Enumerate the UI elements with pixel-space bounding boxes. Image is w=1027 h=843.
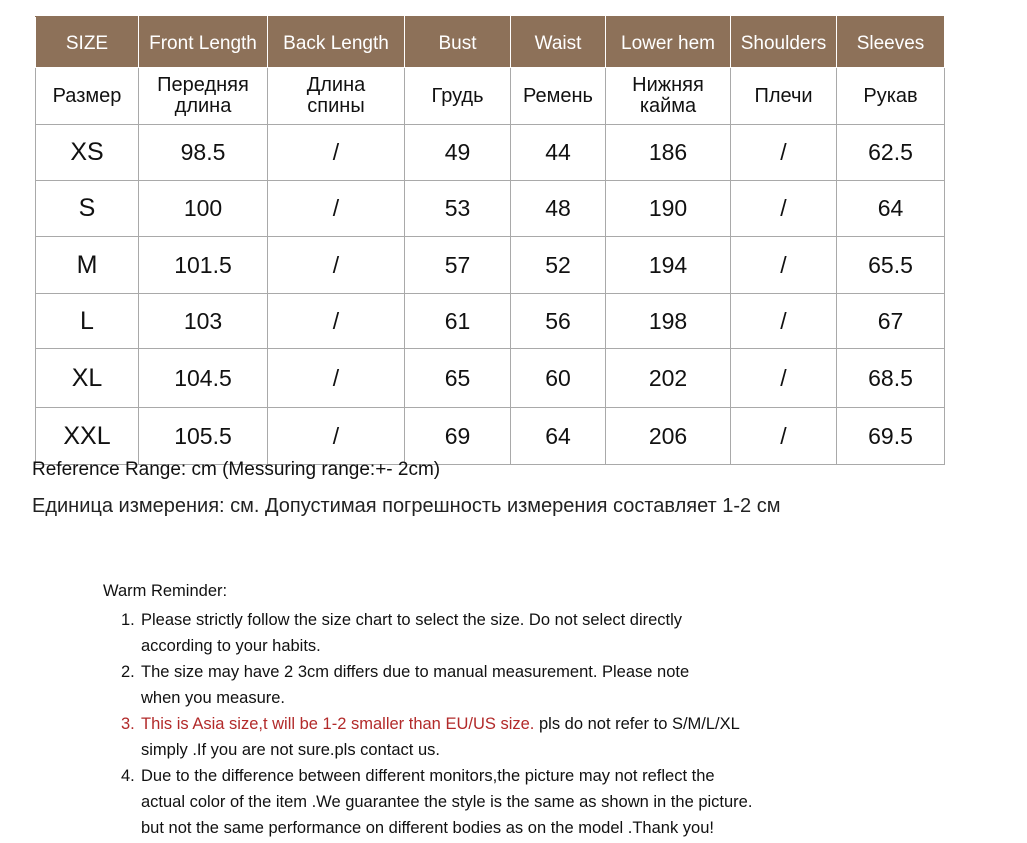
reminder-number: 3.	[121, 715, 135, 733]
header-size: SIZE	[36, 17, 139, 68]
header-shoulders: Shoulders	[731, 17, 837, 68]
reminder-line: The size may have 2 3cm differs due to manual measurement. Please note	[141, 663, 690, 681]
waist-cell: 56	[511, 294, 606, 349]
warm-reminder	[103, 582, 903, 841]
back-length-cell: /	[268, 349, 405, 408]
bust-cell: 69	[405, 408, 511, 465]
shoulders-cell: /	[731, 237, 837, 294]
table-row	[36, 349, 945, 408]
back-length-cell: /	[268, 125, 405, 181]
size-cell: XXL	[36, 408, 139, 465]
back-length-cell: /	[268, 237, 405, 294]
header-back-length: Back Length	[268, 17, 405, 68]
reminder-line: actual color of the item .We guarantee the style is the same as shown in the picture.	[141, 793, 753, 811]
header-waist: Waist	[511, 17, 606, 68]
ru-header-front-length: Передняя длина	[139, 68, 268, 125]
shoulders-cell: /	[731, 408, 837, 465]
size-cell: XS	[36, 125, 139, 181]
ru-header-sleeves: Рукав	[837, 68, 945, 125]
reminder-line: Please strictly follow the size chart to select the size. Do not select directly	[141, 611, 683, 629]
shoulders-cell: /	[731, 349, 837, 408]
ru-header-shoulders: Плечи	[731, 68, 837, 125]
lower-hem-cell: 194	[606, 237, 731, 294]
reminder-line-rest: pls do not refer to S/M/L/XL	[534, 715, 740, 733]
lower-hem-cell: 190	[606, 181, 731, 237]
waist-cell: 48	[511, 181, 606, 237]
reminder-number: 4.	[121, 767, 135, 785]
reminder-item	[103, 763, 903, 841]
shoulders-cell: /	[731, 181, 837, 237]
bust-cell: 57	[405, 237, 511, 294]
size-chart-table	[35, 16, 945, 465]
front-length-cell: 103	[139, 294, 268, 349]
back-length-cell: /	[268, 181, 405, 237]
reminder-line: but not the same performance on different bodies as on the model .Thank you!	[141, 819, 714, 837]
front-length-cell: 101.5	[139, 237, 268, 294]
size-cell: M	[36, 237, 139, 294]
reminder-line: according to your habits.	[141, 637, 321, 655]
russian-header-row	[36, 68, 945, 125]
sleeves-cell: 62.5	[837, 125, 945, 181]
reminder-line: when you measure.	[141, 689, 285, 707]
table-row	[36, 408, 945, 465]
reference-range-russian: Единица измерения: см. Допустимая погрешность измерения составляет 1-2 см	[32, 495, 781, 517]
shoulders-cell: /	[731, 294, 837, 349]
english-header-row	[36, 17, 945, 68]
waist-cell: 52	[511, 237, 606, 294]
ru-header-lower-hem: Нижняя кайма	[606, 68, 731, 125]
table-row	[36, 294, 945, 349]
size-cell: L	[36, 294, 139, 349]
reminder-number: 2.	[121, 663, 135, 681]
front-length-cell: 100	[139, 181, 268, 237]
shoulders-cell: /	[731, 125, 837, 181]
ru-header-waist: Ремень	[511, 68, 606, 125]
reminder-list	[103, 607, 903, 841]
sleeves-cell: 67	[837, 294, 945, 349]
size-cell: XL	[36, 349, 139, 408]
asia-size-warning: This is Asia size,t will be 1-2 smaller than EU/US size.	[141, 715, 535, 733]
ru-header-size: Размер	[36, 68, 139, 125]
ru-header-back-length: Длина спины	[268, 68, 405, 125]
reminder-number: 1.	[121, 611, 135, 629]
reminder-item	[103, 711, 903, 763]
lower-hem-cell: 206	[606, 408, 731, 465]
ru-header-bust: Грудь	[405, 68, 511, 125]
bust-cell: 53	[405, 181, 511, 237]
sleeves-cell: 64	[837, 181, 945, 237]
reminder-title: Warm Reminder:	[103, 582, 228, 600]
front-length-cell: 105.5	[139, 408, 268, 465]
table-row	[36, 125, 945, 181]
back-length-cell: /	[268, 408, 405, 465]
sleeves-cell: 69.5	[837, 408, 945, 465]
reminder-item	[103, 607, 903, 659]
reminder-line	[141, 711, 903, 737]
reminder-line: simply .If you are not sure.pls contact us.	[141, 741, 440, 759]
table-row	[36, 181, 945, 237]
sleeves-cell: 65.5	[837, 237, 945, 294]
waist-cell: 44	[511, 125, 606, 181]
header-front-length: Front Length	[139, 17, 268, 68]
front-length-cell: 104.5	[139, 349, 268, 408]
lower-hem-cell: 202	[606, 349, 731, 408]
reminder-item	[103, 659, 903, 711]
waist-cell: 64	[511, 408, 606, 465]
bust-cell: 61	[405, 294, 511, 349]
table-row	[36, 237, 945, 294]
size-cell: S	[36, 181, 139, 237]
lower-hem-cell: 186	[606, 125, 731, 181]
reference-range-english: Reference Range: cm (Messuring range:+- 2cm)	[32, 459, 441, 480]
header-lower-hem: Lower hem	[606, 17, 731, 68]
front-length-cell: 98.5	[139, 125, 268, 181]
header-bust: Bust	[405, 17, 511, 68]
bust-cell: 49	[405, 125, 511, 181]
reminder-line: Due to the difference between different monitors,the picture may not reflect the	[141, 767, 715, 785]
lower-hem-cell: 198	[606, 294, 731, 349]
bust-cell: 65	[405, 349, 511, 408]
waist-cell: 60	[511, 349, 606, 408]
back-length-cell: /	[268, 294, 405, 349]
header-sleeves: Sleeves	[837, 17, 945, 68]
sleeves-cell: 68.5	[837, 349, 945, 408]
